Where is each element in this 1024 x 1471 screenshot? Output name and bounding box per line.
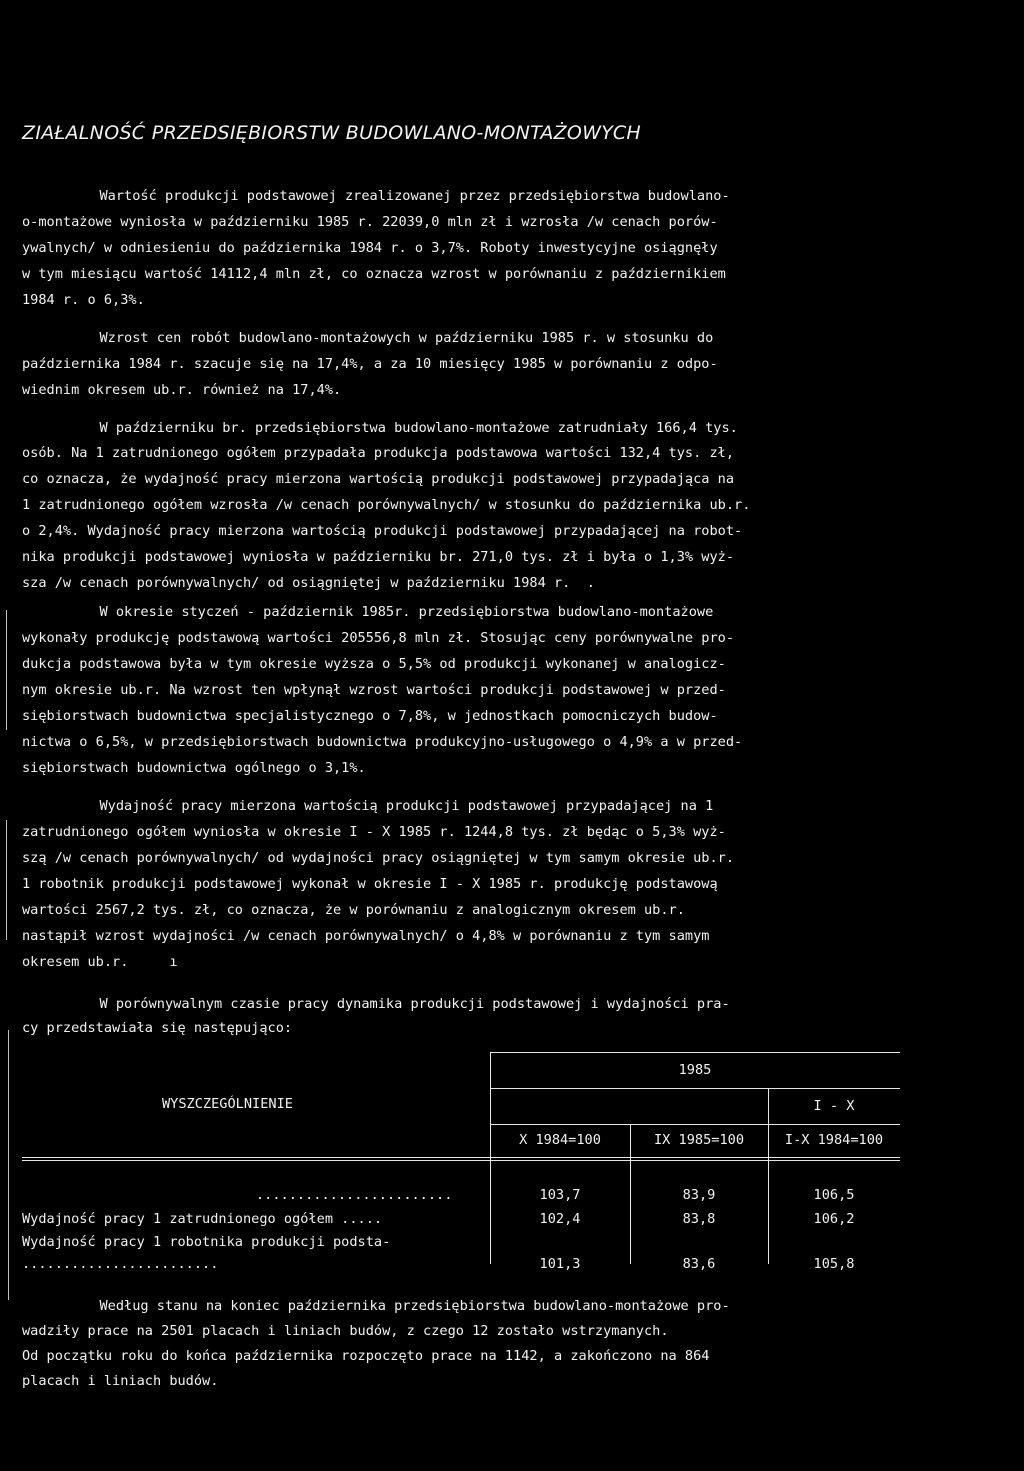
table-cell: 105,8 xyxy=(813,1256,855,1272)
table-cell: 106,2 xyxy=(813,1211,855,1227)
text-line: nastąpił wzrost wydajności /w cenach porównywalnych/ o 4,8% w porównaniu z tym samym xyxy=(22,928,710,944)
text-line: sza /w cenach porównywalnych/ od osiągniętej w październiku 1984 r. . xyxy=(22,575,595,591)
text-line: 1984 r. o 6,3%. xyxy=(22,292,145,308)
text-line: o-montażowe wyniosła w październiku 1985 r. 22039,0 mln zł i wzrosła /w cenach porów- xyxy=(22,214,718,230)
text-line: ywalnych/ w odniesieniu do października 1984 r. o 3,7%. Roboty inwestycyjne osiągnęły xyxy=(22,240,718,256)
table-cell: 102,4 xyxy=(539,1211,581,1227)
margin-line xyxy=(6,610,7,730)
col-header: IX 1985=100 xyxy=(653,1132,745,1148)
text-line: Wartość produkcji podstawowej zrealizowanej przez przedsiębiorstwa budowlano- xyxy=(34,188,730,204)
text-line: W okresie styczeń - październik 1985r. przedsiębiorstwa budowlano-montażowe xyxy=(34,604,714,620)
text-line: Od początku roku do końca października rozpoczęto prace na 1142, a zakończono na 864 xyxy=(22,1348,710,1364)
text-line: okresem ub.r. ı xyxy=(22,954,178,970)
table-cell: 83,6 xyxy=(682,1256,716,1272)
col-header: X 1984=100 xyxy=(519,1132,601,1148)
table-row-label: Wydajność pracy 1 robotnika produkcji podsta- xyxy=(22,1234,391,1250)
text-line: co oznacza, że wydajność pracy mierzona wartością produkcji podstawowej przypadająca na xyxy=(22,471,735,487)
text-line: cy przedstawiała się następująco: xyxy=(22,1020,293,1036)
text-line: w tym miesiącu wartość 14112,4 mln zł, co oznacza wzrost w porównaniu z październikiem xyxy=(22,266,726,282)
margin-line xyxy=(8,1030,9,1300)
table-rule xyxy=(490,1088,900,1089)
text-line: wartości 2567,2 tys. zł, co oznacza, że w porównaniu z analogicznym okresem ub.r. xyxy=(22,902,685,918)
text-line: nictwa o 6,5%, w przedsiębiorstwach budownictwa produkcyjno-usługowego o 4,9% a w przed- xyxy=(22,734,743,750)
text-line: Wydajność pracy mierzona wartością produkcji podstawowej przypadającej na 1 xyxy=(34,798,714,814)
text-line: zatrudnionego ogółem wyniosła w okresie I - X 1985 r. 1244,8 tys. zł będąc o 5,3% wyż- xyxy=(22,824,726,840)
section-title: ZIAŁALNOŚĆ PRZEDSIĘBIORSTW BUDOWLANO-MONTAŻOWYCH xyxy=(22,122,642,144)
text-line: osób. Na 1 zatrudnionego ogółem przypadała produkcja podstawowa wartości 132,4 tys. zł, xyxy=(22,445,735,461)
text-line: o 2,4%. Wydajność pracy mierzona wartością produkcji podstawowej przypadającej na robot- xyxy=(22,523,743,539)
text-line: wadziły prace na 2501 placach i liniach budów, z czego 12 zostało wstrzymanych. xyxy=(22,1323,669,1339)
stub-header: WYSZCZEGÓLNIENIE xyxy=(162,1096,293,1112)
text-line: nym okresie ub.r. Na wzrost ten wpłynął wzrost wartości produkcji podstawowej w przed- xyxy=(22,682,726,698)
text-line: nika produkcji podstawowej wyniosła w październiku br. 271,0 tys. zł i była o 1,3% wyż- xyxy=(22,549,735,565)
table-cell: 103,7 xyxy=(539,1187,581,1203)
table-cell: 106,5 xyxy=(813,1187,855,1203)
text-line: W porównywalnym czasie pracy dynamika produkcji podstawowej i wydajności pra- xyxy=(34,996,730,1012)
text-line: Wzrost cen robót budowlano-montażowych w październiku 1985 r. w stosunku do xyxy=(34,330,714,346)
table-cell: 101,3 xyxy=(539,1256,581,1272)
period-header: I - X xyxy=(813,1098,855,1114)
table-row-label: ........................ xyxy=(256,1187,453,1203)
table-rule xyxy=(490,1052,491,1264)
margin-line xyxy=(6,820,7,940)
text-line: wiednim okresem ub.r. również na 17,4%. xyxy=(22,382,342,398)
text-line: W październiku br. przedsiębiorstwa budowlano-montażowe zatrudniały 166,4 tys. xyxy=(34,420,738,436)
table-cell: 83,9 xyxy=(682,1187,716,1203)
text-line: szą /w cenach porównywalnych/ od wydajności pracy osiągniętej w tym samym okresie ub.r. xyxy=(22,850,735,866)
table-rule xyxy=(768,1124,900,1125)
table-rule xyxy=(490,1124,768,1125)
text-line: 1 zatrudnionego ogółem wzrosła /w cenach porównywalnych/ w stosunku do października ub.r. xyxy=(22,497,751,513)
text-line: wykonały produkcję podstawową wartości 205556,8 mln zł. Stosując ceny porównywalne pro- xyxy=(22,630,735,646)
text-line: dukcja podstawowa była w tym okresie wyższa o 5,5% od produkcji wykonanej w analogicz- xyxy=(22,656,726,672)
table-rule xyxy=(490,1052,900,1053)
table-row-label: Wydajność pracy 1 zatrudnionego ogółem ..... xyxy=(22,1211,383,1227)
year-header: 1985 xyxy=(678,1062,712,1078)
text-line: października 1984 r. szacuje się na 17,4%, a za 10 miesięcy 1985 w porównaniu z odpo- xyxy=(22,356,718,372)
text-line: siębiorstwach budownictwa specjalistycznego o 7,8%, w jednostkach pomocniczych budow- xyxy=(22,708,718,724)
col-header: I-X 1984=100 xyxy=(784,1132,884,1148)
text-line: Według stanu na koniec października przedsiębiorstwa budowlano-montażowe pro- xyxy=(34,1298,730,1314)
table-cell: 83,8 xyxy=(682,1211,716,1227)
text-line: placach i liniach budów. xyxy=(22,1373,219,1389)
text-line: 1 robotnik produkcji podstawowej wykonał w okresie I - X 1985 r. produkcję podstawową xyxy=(22,876,718,892)
table-row-label: ........................ xyxy=(22,1256,219,1272)
text-line: siębiorstwach budownictwa ogólnego o 3,1%. xyxy=(22,760,366,776)
